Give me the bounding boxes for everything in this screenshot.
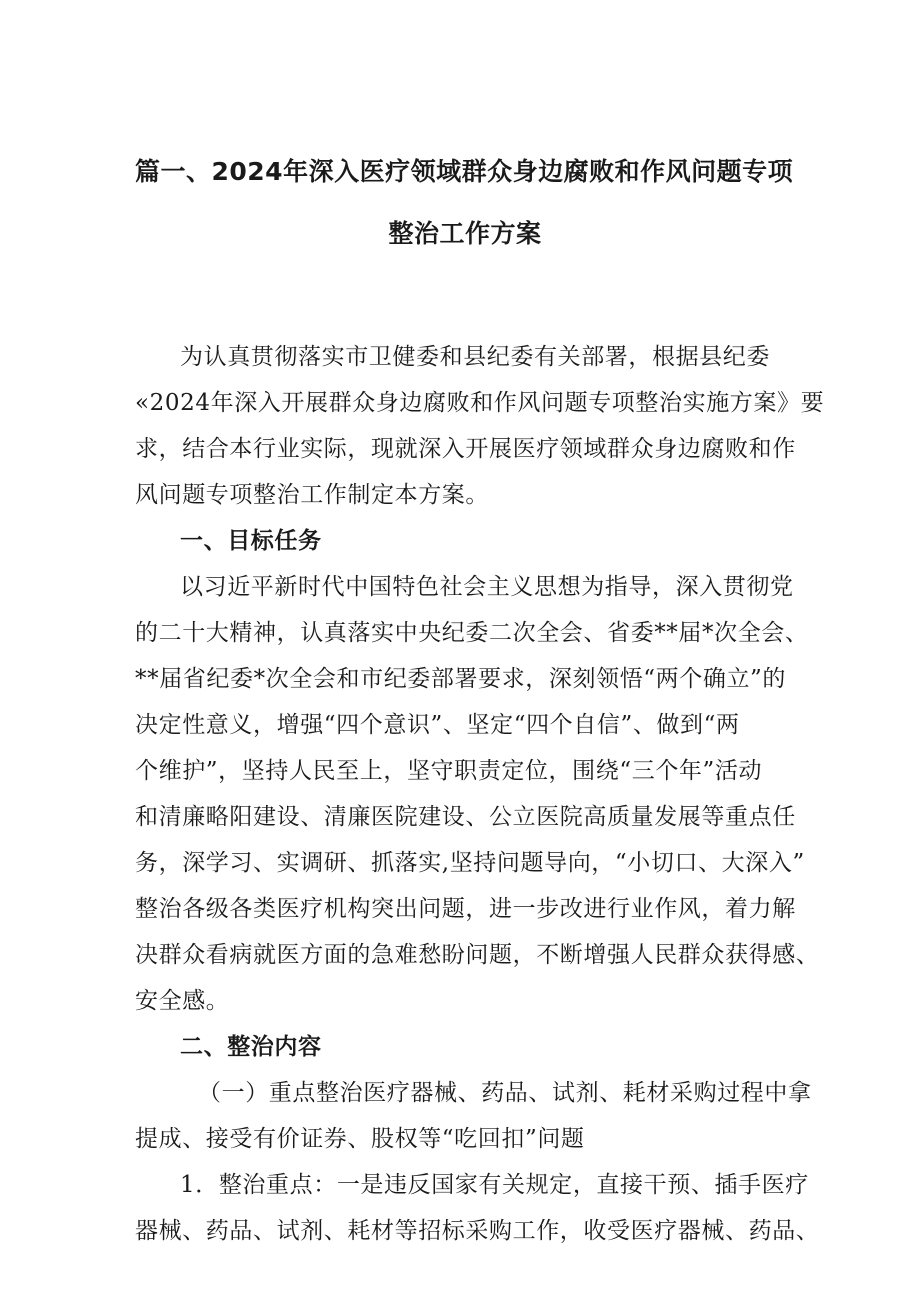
paragraph-goals-line-8: 整治各级各类医疗机构突出问题，进一步改进行业作风，着力解 (135, 896, 796, 922)
paragraph-goals-line-10: 安全感。 (135, 988, 230, 1014)
paragraph-goals-line-3: **届省纪委*次全会和市纪委部署要求，深刻领悟“两个确立”的 (135, 666, 787, 692)
paragraph-goals-line-6: 和清廉略阳建设、清廉医院建设、公立医院高质量发展等重点任 (135, 804, 796, 830)
subsection-1-line-1: （一）重点整治医疗器械、药品、试剂、耗材采购过程中拿 (198, 1080, 812, 1106)
paragraph-goals-line-5: 个维护”，坚持人民至上，坚守职责定位，围绕“三个年”活动 (135, 758, 763, 784)
paragraph-goals-line-7: 务，深学习、实调研、抓落实,坚持问题导向，“小切口、大深入” (135, 850, 805, 876)
item-1-line-1: 1．整治重点：一是违反国家有关规定，直接干预、插手医疗 (180, 1172, 809, 1198)
section-heading-content: 二、整治内容 (180, 1034, 322, 1060)
paragraph-goals-line-9: 决群众看病就医方面的急难愁盼问题，不断增强人民群众获得感、 (135, 942, 820, 968)
paragraph-intro-line-2: «2024年深入开展群众身边腐败和作风问题专项整治实施方案》要 (135, 390, 825, 416)
paragraph-intro-line-3: 求，结合本行业实际，现就深入开展医疗领域群众身边腐败和作 (135, 436, 796, 462)
document-title-line-1: 篇一、2024年深入医疗领域群众身边腐败和作风问题专项 (135, 157, 794, 186)
paragraph-intro-line-1: 为认真贯彻落实市卫健委和县纪委有关部署，根据县纪委 (180, 344, 770, 370)
section-heading-goals: 一、目标任务 (180, 528, 322, 554)
paragraph-intro-line-4: 风问题专项整治工作制定本方案。 (135, 482, 489, 508)
subsection-1-line-2: 提成、接受有价证券、股权等“吃回扣”问题 (135, 1126, 585, 1152)
paragraph-goals-line-1: 以习近平新时代中国特色社会主义思想为指导，深入贯彻党 (180, 574, 794, 600)
document-title-line-2: 整治工作方案 (388, 219, 542, 248)
item-1-line-2: 器械、药品、试剂、耗材等招标采购工作，收受医疗器械、药品、 (135, 1218, 820, 1244)
paragraph-goals-line-4: 决定性意义，增强“四个意识”、坚定“四个自信”、做到“两 (135, 712, 740, 738)
paragraph-goals-line-2: 的二十大精神，认真落实中央纪委二次全会、省委**届*次全会、 (135, 620, 809, 646)
